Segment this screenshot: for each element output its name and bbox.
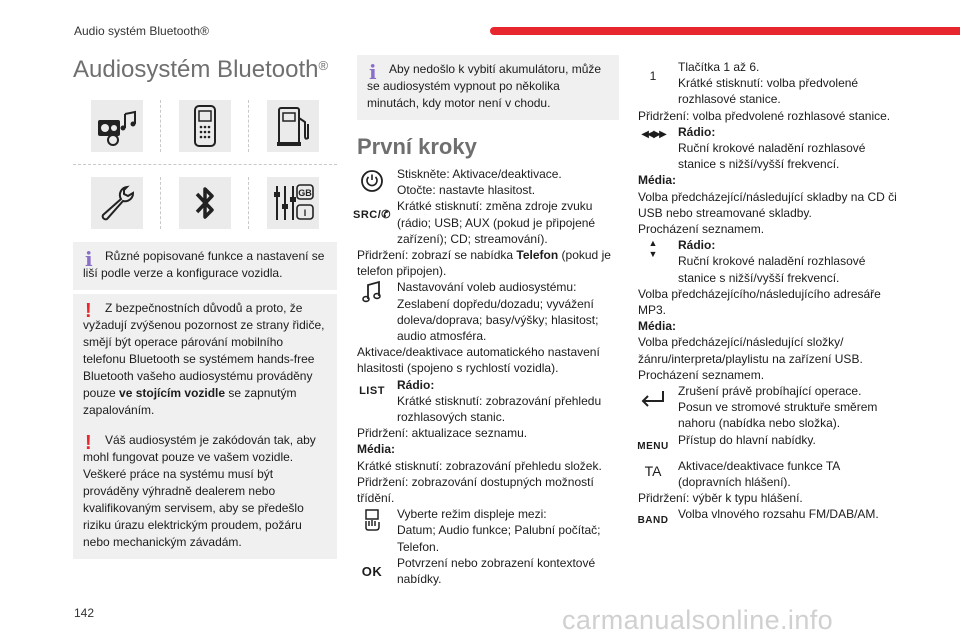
power-icon [357, 170, 387, 192]
preset-number-icon: 1 [649, 68, 657, 83]
svg-text:I: I [303, 208, 307, 218]
ok-text-icon: OK [361, 563, 383, 579]
warning-icon: ! [85, 432, 92, 454]
section-title: První kroky [357, 134, 477, 159]
header-accent-bar [490, 27, 960, 35]
list-text-icon: LIST [359, 384, 385, 397]
back-arrow-icon [638, 387, 668, 409]
audio-settings-entry: Nastavování voleb audiosystému: Zeslabení dopředu/dozadu; vyvážení doleva/doprava; basy/výšky; hlasitost; audio atmosféra. Aktivace/deaktivace automatického nastavení hlasitosti (spojeno s rychlostí vozidla). [357, 280, 600, 376]
band-text-icon: BAND [637, 515, 669, 527]
menu-button-entry: MENU Přístup do hlavní nabídky. [638, 432, 906, 458]
seek-left-right-entry: ◀◀ ▶▶ Rádio: Ruční krokové naladění rozhlasové stanice s nižší/vyšší frekvencí. Média: Volba předcházející/následující skladby na CD či USB nebo streamované skladby. Procházení seznamem. [638, 124, 897, 237]
wrench-icon [91, 177, 143, 229]
car-radio-icon [91, 100, 143, 152]
display-hand-icon [357, 509, 387, 531]
ta-button-entry: TA Aktivace/deaktivace funkce TA (dopravních hlášení). Přidržení: výběr k typu hlášení. [638, 458, 840, 506]
back-button-entry: Zrušení právě probíhající operace. Posun ve stromové struktuře směrem nahoru (nabídka nebo složka). [638, 383, 906, 432]
bluetooth-icon [179, 177, 231, 229]
src-phone-icon: SRC/ ✆ [353, 209, 391, 222]
preset-buttons-entry: 1 Tlačítka 1 až 6. Krátké stisknutí: volba předvolené rozhlasové stanice. Přidržení: volba předvolené rozhlasové stanice. [638, 60, 891, 123]
feature-icon-grid [73, 88, 337, 241]
svg-text:GB: GB [298, 188, 312, 198]
page-title: Audiosystém Bluetooth® [73, 56, 329, 83]
warning-note-pairing: ! Z bezpečnostních důvodů a proto, že vyžadují zvýšenou pozornost ze strany řidiče, smějí být operace párování mobilního telefonu Bluetooth se systémem hands-free Bluetooth vašeho audiosystému prováděny pouze ve stojícím vozidle se zapnutým zapalováním. [73, 294, 337, 427]
warning-icon: ! [85, 300, 92, 322]
ok-button-entry: OK Potvrzení nebo zobrazení kontextové nabídky. [357, 555, 629, 587]
warning-note-coding: ! Váš audiosystém je zakódován tak, aby mohl fungovat pouze ve vašem vozidle. Veškeré práce na systému musí být prováděny výhradně dealerem nebo kvalifikovaným servisem, aby se předešlo riziku úrazu elektrickým proudem, požáru nebo mechanickým závadám. [73, 426, 337, 559]
page-number: 142 [74, 606, 95, 620]
info-icon: i [85, 247, 93, 271]
menu-text-icon: MENU [637, 440, 669, 452]
src-button-entry: SRC/ ✆ Krátké stisknutí: změna zdroje zvuku (rádio; USB; AUX (pokud je připojené zařízení); CD; streamování). Přidržení: zobrazí se nabídka Telefon (pokud je telefon připojen). [353, 199, 611, 279]
music-note-icon [357, 281, 387, 303]
watermark: carmanualsonline.info [562, 605, 834, 635]
mobile-phone-icon [179, 100, 231, 152]
seek-left-right-icon: ◀◀ ▶▶ [641, 128, 665, 140]
power-knob-entry: Stiskněte: Aktivace/deaktivace. Otočte: nastavte hlasitost. [357, 166, 629, 198]
up-down-arrows-icon: ▲ ▼ [648, 238, 658, 260]
info-note-battery: i Aby nedošlo k vybití akumulátoru, může se audiosystém vypnout po několika minutách, kdy motor není v chodu. [357, 55, 619, 120]
list-button-entry: LIST Rádio: Krátké stisknutí: zobrazování přehledu rozhlasových stanic. Přidržení: aktualizace seznamu. Média: Krátké stisknutí: zobrazování přehledu složek. Přidržení: zobrazování dostupných možností třídění. [357, 377, 602, 506]
ta-text-icon: TA [644, 462, 662, 479]
band-button-entry: BAND Volba vlnového rozsahu FM/DAB/AM. [638, 506, 906, 522]
running-header: Audio systém Bluetooth® [74, 24, 209, 38]
fuel-pump-icon [267, 100, 319, 152]
settings-gb-icon [267, 177, 319, 229]
info-note-variants: i Různé popisované funkce a nastavení se liší podle verze a konfigurace vozidla. [73, 242, 337, 290]
column-controls-2 [637, 59, 906, 527]
column-controls-1 [353, 166, 629, 587]
seek-up-down-entry: ▲ ▼ Rádio: Ruční krokové naladění rozhlasové stanice s nižší/vyšší frekvencí. Volba předcházejícího/následujícího adresáře MP3. Média: Volba předcházející/následující složky/žánru/interpreta/playlistu na zařízení USB. Procházení seznamem. [638, 238, 881, 382]
display-mode-entry: Vyberte režim displeje mezi: Datum; Audio funkce; Palubní počítač; Telefon. [357, 506, 629, 555]
info-icon: i [369, 60, 377, 84]
